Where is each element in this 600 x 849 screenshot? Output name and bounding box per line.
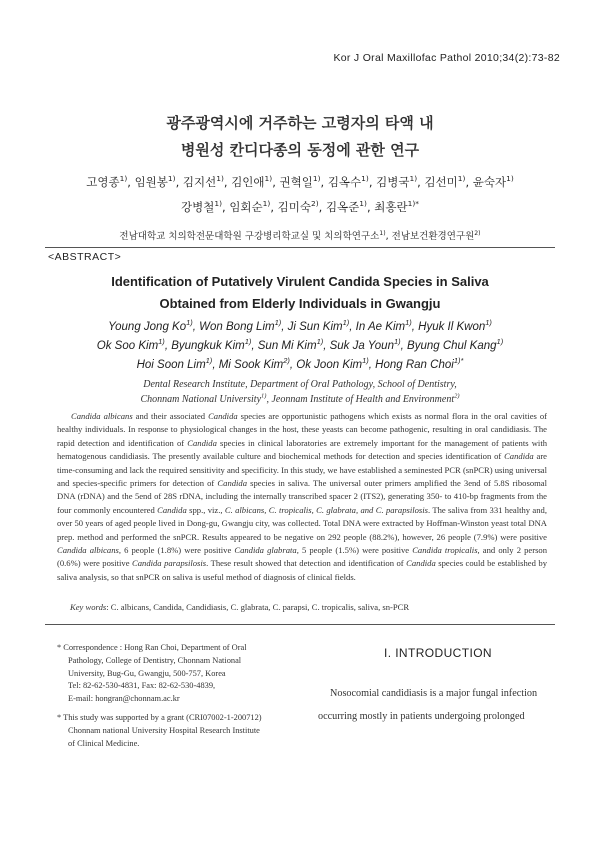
author-name: 김옥수 [327,175,362,189]
author-affiliation-marker: 1) [496,337,504,347]
introduction-heading: I. INTRODUCTION [384,646,492,660]
author-name: 김옥준 [325,200,360,214]
author-affiliation-marker: 1) [361,174,369,184]
author-affiliation-marker: 1) [244,337,252,347]
english-title-line-2: Obtained from Elderly Individuals in Gwangju [159,296,441,311]
author-affiliation-marker: 1) [409,174,418,184]
author-affiliation-marker: 1) [342,318,350,328]
author-affiliation-marker: 1) [216,174,224,184]
korean-authors-line-1: 고영종$^{1)}$, 임원봉$^{1)}$, 김지선$^{1)}$, 김인애$^{1)}$, 권혁일$^{1)}$, 김옥수$^{1)}$, 김병국$^{1)}$, 김선미$^{1)}$, 윤숙자$^{1)}$ [86,174,514,189]
abstract-body [57,410,547,584]
author-affiliation-marker: 1) [274,318,282,328]
author-affiliation-marker: 1) [316,337,324,347]
korean-title-line-2: 병원성 칸디다종의 동정에 관한 연구 [180,141,420,159]
author-name: Hoi Soon Lim [136,359,206,371]
keywords [70,602,409,612]
author-name: Ji Sun Kim [287,321,343,333]
korean-affiliation-text-2: , 전남보건환경연구원 [385,231,475,242]
korean-affiliation-sup-1: 1) [379,229,386,237]
author-affiliation-marker: 1)* [407,199,419,209]
abstract-species-term: Candida albicans [71,411,133,421]
korean-authors-line-2: 강병철$^{1)}$, 임회순$^{1)}$, 김미숙$^{2)}$, 김옥준$^{1)}$, 최홍란$^{1)*}$ [181,199,419,214]
english-authors-line-1: Young Jong Ko$^{1)}$, Won Bong Lim$^{1)}$, Ji Sun Kim$^{1)}$, In Ae Kim$^{1)}$, Hyuk Il Kwon$^{1)}$ [108,318,492,333]
abstract-species-term: Candida parapsilosis [132,558,207,569]
footnote-correspondence-line: Pathology, College of Dentistry, Chonnam National [68,655,242,665]
author-name: Hong Ran Choi [375,359,454,371]
english-affiliation [0,377,600,407]
author-affiliation-marker: 1) [485,318,492,328]
introduction-line: occurring mostly in patients undergoing prolonged [318,711,525,722]
author-affiliation-marker: 1) [119,174,128,184]
author-name: Byungkuk Kim [171,340,245,352]
abstract-species-term: Candida [208,411,238,421]
author-name: Hyuk Il Kwon [418,321,486,333]
author-affiliation-marker: 1) [506,174,514,184]
author-name: 윤숙자 [472,175,507,189]
author-affiliation-marker: 1) [393,337,401,347]
abstract-text: , and only 2 person (0.6%) were positive [57,545,548,569]
author-name: 김선미 [424,175,458,189]
author-name: 권혁일 [279,175,313,189]
abstract-text: species are opportunistic pathogens which exists as normal flora in the oral cavities of healthy individuals. In response to physiological changes in the host, these yeasts can become pathogenic, resulting in oral candidiasis. The rapid detection and identification of [57,411,547,448]
keywords-label: Key words [70,602,107,612]
english-affiliation-sup-2: 2) [454,392,460,400]
keywords-text: : C. albicans, Candida, Candidiasis, C. glabrata, C. parapsi, C. tropicalis, saliva, sn-PCR [106,602,410,612]
author-affiliation-marker: 1) [158,337,165,347]
footnote-grant-line: of Clinical Medicine. [68,738,140,748]
footnotes [57,642,289,750]
author-name: Byung Chul Kang [407,340,497,352]
abstract-species-term: Candida [504,451,534,462]
author-name: 고영종 [86,175,120,189]
footnote-grant-line: * This study was supported by a grant (CRI07002-1-200712) [57,712,262,722]
author-name: 강병철 [181,200,215,214]
english-affiliation-line-1: Dental Research Institute, Department of Oral Pathology, School of Dentistry, [143,379,457,390]
abstract-text: and their associated [132,411,209,421]
abstract-species-term: Candida [217,478,248,489]
author-affiliation-marker: 1) [312,174,321,184]
author-name: 임원봉 [134,175,168,189]
footnote-correspondence-line: Tel: 82-62-530-4831, Fax: 82-62-530-4839, [68,681,216,691]
footnote-grant-line: Chonnam national University Hospital Research Institute [68,725,260,735]
english-affiliation-university: Chonnam National University [140,394,262,405]
abstract-species-term: Candida [157,504,187,515]
author-name: 김인애 [231,175,265,189]
footnote-correspondence-line: * Correspondence : Hong Ran Choi, Department of Oral [57,643,247,652]
author-affiliation-marker: 2) [283,356,290,366]
english-authors-line-3: Hoi Soon Lim$^{1)}$, Mi Sook Kim$^{2)}$, Ok Joon Kim$^{1)}$, Hong Ran Choi$^{1)*}$ [136,356,464,371]
abstract-text: are time-consuming and lack the required sensitivity and specificity. In this study, we have established a seminested PCR (snPCR) using universal and species-specific primers for detection of [57,451,547,489]
author-name: Sun Mi Kim [257,340,317,352]
author-affiliation-marker: 1) [214,199,222,209]
author-affiliation-marker: 1) [186,318,193,328]
abstract-text: , 6 people (1.8%) were positive [118,545,235,556]
author-name: 김병국 [376,175,410,189]
abstract-species-term: Candida glabrata [234,545,297,556]
keywords-divider [45,624,555,625]
korean-affiliation-sup-2: 2) [474,229,481,237]
author-name: 김지선 [182,175,217,189]
english-affiliation-sup-1: 1) [261,392,267,400]
korean-affiliation-text-1: 전남대학교 치의학전문대학원 구강병리학교실 및 치의학연구소 [119,231,380,242]
author-name: 김미숙 [277,200,311,214]
abstract-species-term: Candida albicans [57,545,119,556]
korean-affiliation [0,228,600,242]
abstract-text: species in clinical laboratories are extremely important for the management of patients with hematogenous candidiasis. The presently available culture and biochemical methods for detection and species identification of [57,437,548,462]
author-affiliation-marker: 1) [205,356,213,366]
abstract-text: , 5 people (1.5%) were positive [296,545,413,556]
author-affiliation-marker: 1) [264,174,273,184]
abstract-text: . The saliva from 331 healthy and, over 50 years of aged people lived in Dong-gu, Gwangju city, was collected. Total DNA were extracted by Hoffman-Winston yeast total DNA prep. method and performed the snPCR. Results appeared to be negative on 292 people (88.2%), however, 26 people (7.9%) were positive [57,504,547,542]
abstract-text: species in saliva. The universal outer primers amplified the 3end of 5.8S ribosomal DNA (rDNA) and the 5end of 28S rDNA, including the internally transcribed spacer 2 (ITS2), generating 350- to 410-bp fragments from the four commonly encountered [57,478,547,515]
abstract-species-term: Candida [406,558,436,569]
abstract-label: <ABSTRACT> [48,251,122,263]
abstract-text: spp., viz., [186,504,225,515]
author-affiliation-marker: 1) [457,174,466,184]
author-name: Young Jong Ko [108,321,187,333]
author-affiliation-marker: 1) [405,318,412,328]
author-affiliation-marker: 1) [167,174,176,184]
abstract-text: . These result showed that detection and identification of [206,558,407,569]
abstract-species-term: C. albicans, C. tropicalis, C. glabrata, and C. parapsilosis [224,504,428,515]
abstract-species-term: Candida [187,437,217,448]
author-affiliation-marker: 1) [362,356,369,366]
english-affiliation-institute: , Jeonnam Institute of Health and Environment [266,394,455,405]
top-divider [45,247,555,248]
author-name: Ok Soo Kim [96,340,159,352]
english-affiliation-line-2 [0,392,600,407]
author-affiliation-marker: 1) [359,199,367,209]
author-affiliation-marker: 1) [262,199,271,209]
introduction-line: Nosocomial candidiasis is a major fungal infection [330,688,538,699]
introduction-body [318,682,556,728]
english-title-line-1: Identification of Putatively Virulent Candida Species in Saliva [111,274,489,289]
author-affiliation-marker: 2) [310,199,319,209]
author-name: In Ae Kim [355,321,406,333]
abstract-species-term: Candida tropicalis [412,545,478,556]
author-name: Ok Joon Kim [296,359,363,371]
footnote-email: E-mail: hongran@chonnam.ac.kr [68,694,180,704]
footnote-correspondence-line: University, Bug-Gu, Gwangju, 500-757, Korea [68,668,226,678]
author-affiliation-marker: 1)* [453,356,464,366]
author-name: 임회순 [229,200,263,214]
abstract-text: species could be established by saliva analysis, so that snPCR on saliva is useful method of diagnosis of clinical fields. [57,558,548,582]
author-name: Suk Ja Youn [329,340,394,352]
english-authors-line-2: Ok Soo Kim$^{1)}$, Byungkuk Kim$^{1)}$, Sun Mi Kim$^{1)}$, Suk Ja Youn$^{1)}$, Byung Chul Kang$^{1)}$ [96,337,504,352]
english-authors [0,318,600,375]
korean-title-line-1: 광주광역시에 거주하는 고령자의 타액 내 [166,114,434,132]
author-name: Mi Sook Kim [218,359,284,371]
journal-header: Kor J Oral Maxillofac Pathol 2010;34(2):73-82 [333,52,560,64]
author-name: Won Bong Lim [199,321,275,333]
english-title [0,271,600,315]
author-name: 최홍란 [374,200,408,214]
